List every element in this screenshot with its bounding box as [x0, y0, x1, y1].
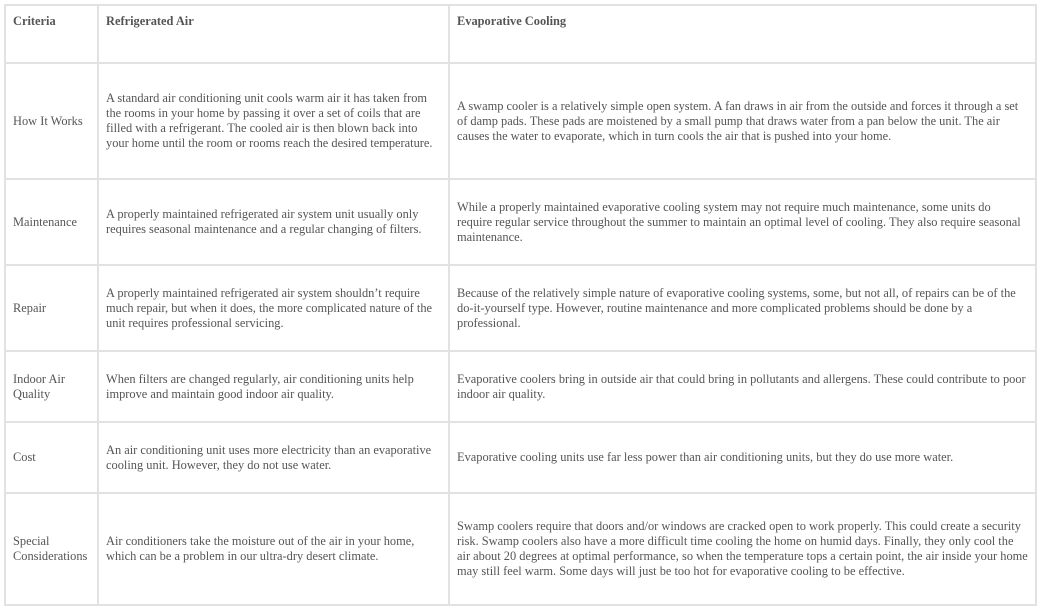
refrigerated-air-cell: A properly maintained refrigerated air system shouldn’t require much repair, but when it does, the more complicated nature of the unit requires professional servicing.: [98, 265, 449, 351]
criteria-cell: Indoor Air Quality: [5, 351, 98, 422]
refrigerated-air-cell: An air conditioning unit uses more electricity than an evaporative cooling unit. However, they do not use water.: [98, 422, 449, 493]
refrigerated-air-cell: When filters are changed regularly, air conditioning units help improve and maintain good indoor air quality.: [98, 351, 449, 422]
comparison-table: [4, 4, 1037, 606]
evaporative-cooling-cell: While a properly maintained evaporative cooling system may not require much maintenance, some units do require regular service throughout the summer to maintain an optimal level of cooling. They also require seasonal maintenance.: [449, 179, 1036, 265]
evaporative-cooling-cell: A swamp cooler is a relatively simple open system. A fan draws in air from the outside and forces it through a set of damp pads. These pads are moistened by a small pump that draws water from a pan below the unit. The air causes the water to evaporate, which in turn cools the air that is pushed into your home.: [449, 63, 1036, 179]
table-row: [5, 351, 1036, 422]
criteria-cell: Special Considerations: [5, 493, 98, 605]
table-row: [5, 422, 1036, 493]
table-row: [5, 63, 1036, 179]
table-row: [5, 265, 1036, 351]
table-row: [5, 179, 1036, 265]
criteria-cell: Cost: [5, 422, 98, 493]
evaporative-cooling-cell: Evaporative cooling units use far less power than air conditioning units, but they do use more water.: [449, 422, 1036, 493]
refrigerated-air-cell: Air conditioners take the moisture out of the air in your home, which can be a problem in our ultra-dry desert climate.: [98, 493, 449, 605]
evaporative-cooling-cell: Swamp coolers require that doors and/or windows are cracked open to work properly. This could create a security risk. Swamp coolers also have a more difficult time cooling the home on humid days. Finally, they only cool the air about 20 degrees at optimal performance, so when the temperature tops a certain point, the air inside your home may still feel warm. Some days will just be too hot for evaporative cooling to be effective.: [449, 493, 1036, 605]
refrigerated-air-cell: A properly maintained refrigerated air system unit usually only requires seasonal maintenance and a regular changing of filters.: [98, 179, 449, 265]
header-row: [5, 5, 1036, 63]
refrigerated-air-cell: A standard air conditioning unit cools warm air it has taken from the rooms in your home by passing it over a set of coils that are filled with a refrigerant. The cooled air is then blown back into your home until the room or rooms reach the desired temperature.: [98, 63, 449, 179]
column-header-refrigerated-air: Refrigerated Air: [98, 5, 449, 63]
evaporative-cooling-cell: Because of the relatively simple nature of evaporative cooling systems, some, but not all, of repairs can be of the do-it-yourself type. However, routine maintenance and more complicated problems should be done by a professional.: [449, 265, 1036, 351]
column-header-evaporative-cooling: Evaporative Cooling: [449, 5, 1036, 63]
evaporative-cooling-cell: Evaporative coolers bring in outside air that could bring in pollutants and allergens. These could contribute to poor indoor air quality.: [449, 351, 1036, 422]
column-header-criteria: Criteria: [5, 5, 98, 63]
table-row: [5, 493, 1036, 605]
criteria-cell: Repair: [5, 265, 98, 351]
criteria-cell: How It Works: [5, 63, 98, 179]
criteria-cell: Maintenance: [5, 179, 98, 265]
